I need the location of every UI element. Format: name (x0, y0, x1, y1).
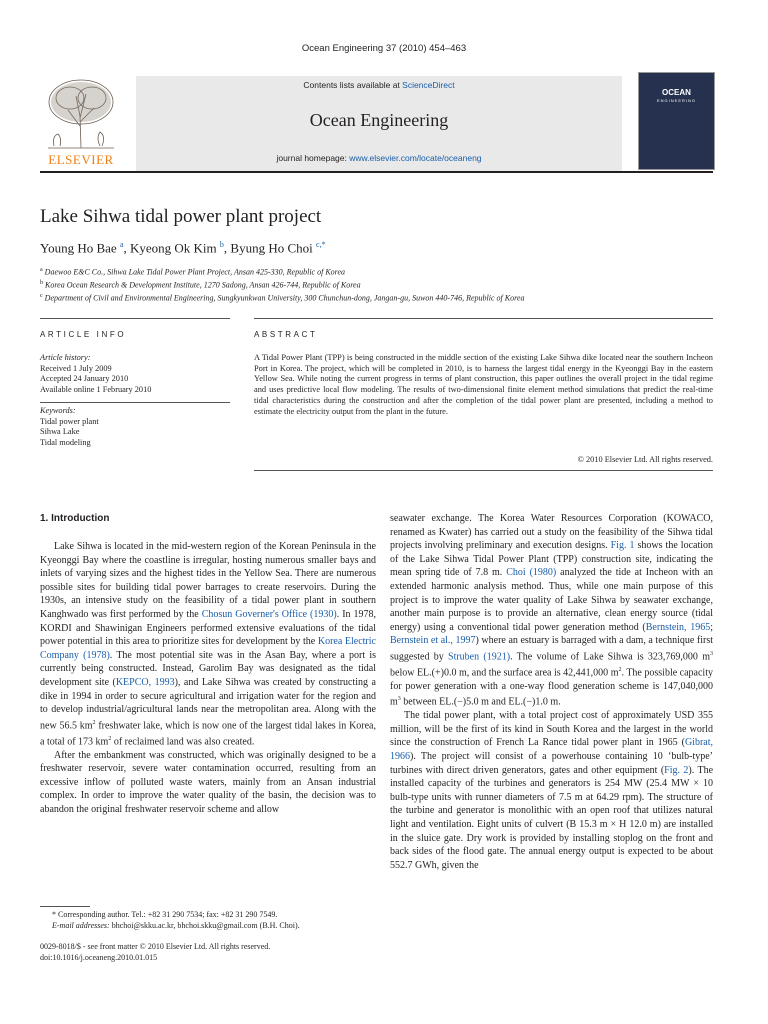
author-affiliation-mark[interactable]: c,* (316, 240, 326, 249)
article-info-rule (40, 318, 230, 319)
email-label: E-mail addresses: (52, 921, 110, 930)
citation-link[interactable]: Struben (1921) (448, 651, 511, 663)
author-name[interactable]: Kyeong Ok Kim (130, 240, 217, 256)
abstract-bottom-rule (254, 470, 713, 471)
elsevier-tree-icon (40, 76, 122, 150)
footnote (52, 909, 300, 931)
journal-cover-thumbnail[interactable] (638, 72, 715, 170)
corresponding-author-note: * Corresponding author. Tel.: +82 31 290 7534; fax: +82 31 290 7549. (52, 910, 278, 919)
journal-banner (136, 76, 622, 172)
homepage-prefix: journal homepage: (276, 153, 350, 163)
body-column-right (390, 512, 713, 872)
keywords-label: Keywords: (40, 406, 76, 415)
abstract-heading: ABSTRACT (254, 330, 318, 339)
journal-homepage-link[interactable]: www.elsevier.com/locate/oceaneng (349, 153, 482, 163)
affiliation-item: $^c$ Department of Civil and Environmental Engineering, Sungkyunkwan University, 300 Chunchun-dong, Jangan-gu, Suwon 440-746, Republic of Korea (40, 293, 525, 303)
abstract-text: A Tidal Power Plant (TPP) is being constructed in the middle section of the existing Lake Sihwa dike located near the southern Incheon Port in Korea. The project, which will be completed in 2010, is to harness the largest tidal energy in the Kyeonggi Bay in the eastern Yellow Sea. While noting the current progress in terms of plant construction, this paper outlines the overall project in the tidal regime and uses predictive local flow modeling. The results of two-dimensional finite element method simulations that predict the real-time tidal characteristics during the construction and after the completion of the tidal power plant are presented, including a method to estimate the electricity output from the plant in the future. (254, 353, 713, 416)
body-paragraph: After the embankment was constructed, which was originally designed to be a freshwater reservoir, severe water contamination occurred, resulting from an excessive inflow of polluted waste waters, mainly from an Ansan industrial complex. In order to improve the water quality of the basin, the decision was to abandon the original freshwater reservoir scheme and allow (40, 749, 376, 815)
keyword: Sihwa Lake (40, 427, 80, 436)
doi-line[interactable]: doi:10.1016/j.oceaneng.2010.01.015 (40, 953, 158, 962)
homepage-line (136, 153, 622, 163)
online-date: Available online 1 February 2010 (40, 384, 152, 394)
citation-link[interactable]: Chosun Governer's Office (1930) (201, 608, 337, 620)
history-label: Article history: (40, 353, 91, 362)
citation-link[interactable]: Choi (1980) (506, 567, 557, 579)
received-date: Received 1 July 2009 (40, 363, 112, 373)
body-paragraph: seawater exchange. The Korea Water Resources Corporation (KOWACO, renamed as Kwater) has carried out a study on the feasibility of the Sihwa tidal projects involving preliminary and execution designs. Fig. 1 shows the location of the Lake Sihwa Tidal Power Plant (TPP) construction site, indicating the mean spring tide of 7.8 m. Choi (1980) analyzed the tide at Incheon with an extended harmonic analysis method. Thus, while one main purpose of this project is to improve the water quality of Lake Sihwa by seawater exchange, another main purpose is to provide an alternative, clean energy source (tidal energy) using a conventional tidal power generation method (Bernstein, 1965; Bernstein et al., 1997) where an estuary is barraged with a dam, a technique first suggested by Struben (1921). The volume of Lake Sihwa is 323,769,000 $m^3$ below EL.(+)0.0 m, and the surface area is 42,441,000 $m^2$. The possible capacity for power generation with a one-way flood generation scheme is 147,040,000 $m^3$ between EL.(−)5.0 m and EL.(−)1.0 m. (390, 513, 714, 708)
body-column-left (40, 540, 376, 817)
header-rule (40, 171, 713, 173)
citation-link[interactable]: Gibrat, 1966 (390, 737, 713, 763)
article-info (40, 353, 230, 395)
email-note (52, 920, 300, 931)
citation-link[interactable]: Bernstein, 1965 (645, 621, 711, 633)
author-list: Young Ho Bae $^a$, Kyeong Ok Kim $^b$, Byung Ho Choi $^{c,*}$ (40, 240, 326, 256)
citation-link[interactable]: Korea Electric Company (1978) (40, 636, 376, 661)
journal-title: Ocean Engineering (309, 110, 449, 130)
contents-line (136, 80, 622, 90)
front-matter (40, 941, 270, 963)
keyword: Tidal power plant (40, 416, 99, 426)
author-affiliation-mark[interactable]: b (219, 240, 224, 249)
article-info-heading: ARTICLE INFO (40, 330, 127, 339)
affiliation-item: $^a$ Daewoo E&C Co., Sihwa Lake Tidal Power Plant Project, Ansan 425-330, Republic of Korea (40, 267, 346, 277)
contents-prefix: Contents lists available at (303, 80, 403, 90)
footnote-rule (40, 906, 90, 907)
masthead (40, 72, 713, 172)
affiliations (40, 265, 524, 304)
cover-title: OCEAN (662, 88, 691, 97)
abstract-copyright: © 2010 Elsevier Ltd. All rights reserved. (577, 455, 713, 464)
email-addresses[interactable]: bhchoi@skku.ac.kr, bhchoi.skku@gmail.com (B.H. Choi). (109, 921, 300, 930)
affiliation-item: $^b$ Korea Ocean Research & Development Institute, 1270 Sadong, Ansan 426-744, Republic of Korea (40, 280, 361, 290)
body-paragraph: The tidal power plant, with a total project cost of approximately USD 355 million, will be the first of its kind in South Korea and the largest in the world since the construction of French La Rance tidal power plant in 1965 (Gibrat, 1966). The project will consist of a powerhouse containing 10 ‘bulb-type’ turbines with direct driven generators, gates and other equipment (Fig. 2). The installed capacity of the turbines and generators is 254 MW (25.4 MW × 10 bulb-type units with runner diameters of 7.5 m at 64.29 rpm). The structure of the turbine and generator is monolithic with an open roof that utilizes natural light and ventilation. Eight units of culvert (B 15.3 m × H 12.0 m) are installed in the sluice gate. Dry work is provided by installing stoplog on the front and back sides of the flood gate. The annual energy output is expected to be about 552.7 GWh, given the (390, 710, 714, 871)
section-heading: 1. Introduction (40, 513, 110, 524)
body-paragraph: Lake Sihwa is located in the mid-western region of the Korean Peninsula in the Kyeonggi Bay where the coastline is irregular, hosting numerous smaller bays and inlets of varying sizes and the highest tides in the Yellow Sea. There are numerous possible sites for building tidal power barrages to create reservoirs. During the 1930s, an intensive study on the feasibility of a tidal power plant in southern Kanghwado was first performed by the Chosun Governer's Office (1930). In 1978, KORDI and Shawinigan Engineers performed extensive evaluations of the tidal power potential in this area to prioritize sites for development by the Korea Electric Company (1978). The most potential site was in the Asan Bay, where a port is currently being constructed. Instead, Garolim Bay was designated as the tidal development site (KEPCO, 1993), and Lake Sihwa was created by constructing a dike in 1994 in order to secure agricultural and irrigation water for the region and to develop industrial/agricultural lands near the metropolitan area. Along with the new 56.5 $km^2$ freshwater lake, which is now one of the largest tidal lakes in Korea, a total of 173 $km^2$ of reclaimed land was also created. (40, 541, 377, 747)
article-info-divider (40, 402, 230, 403)
keywords (40, 406, 230, 448)
citation-link[interactable]: Bernstein et al., 1997 (390, 635, 476, 647)
issn-line: 0029-8018/$ - see front matter © 2010 Elsevier Ltd. All rights reserved. (40, 942, 271, 951)
abstract-rule (254, 318, 713, 319)
author-name[interactable]: Young Ho Bae (40, 240, 117, 256)
figure-link[interactable]: Fig. 2 (664, 764, 689, 776)
author-name[interactable]: Byung Ho Choi (230, 240, 313, 256)
citation-link[interactable]: KEPCO, 1993 (115, 676, 175, 688)
elsevier-logo[interactable] (40, 76, 122, 168)
elsevier-wordmark: ELSEVIER (48, 152, 114, 167)
keyword: Tidal modeling (40, 437, 91, 447)
sciencedirect-link[interactable]: ScienceDirect (402, 80, 455, 90)
journal-reference: Ocean Engineering 37 (2010) 454–463 (301, 43, 467, 54)
author-affiliation-mark[interactable]: a (119, 240, 124, 249)
accepted-date: Accepted 24 January 2010 (40, 374, 129, 383)
cover-subtitle: ENGINEERING (656, 98, 696, 103)
article-title: Lake Sihwa tidal power plant project (40, 206, 322, 227)
figure-link[interactable]: Fig. 1 (610, 540, 635, 552)
